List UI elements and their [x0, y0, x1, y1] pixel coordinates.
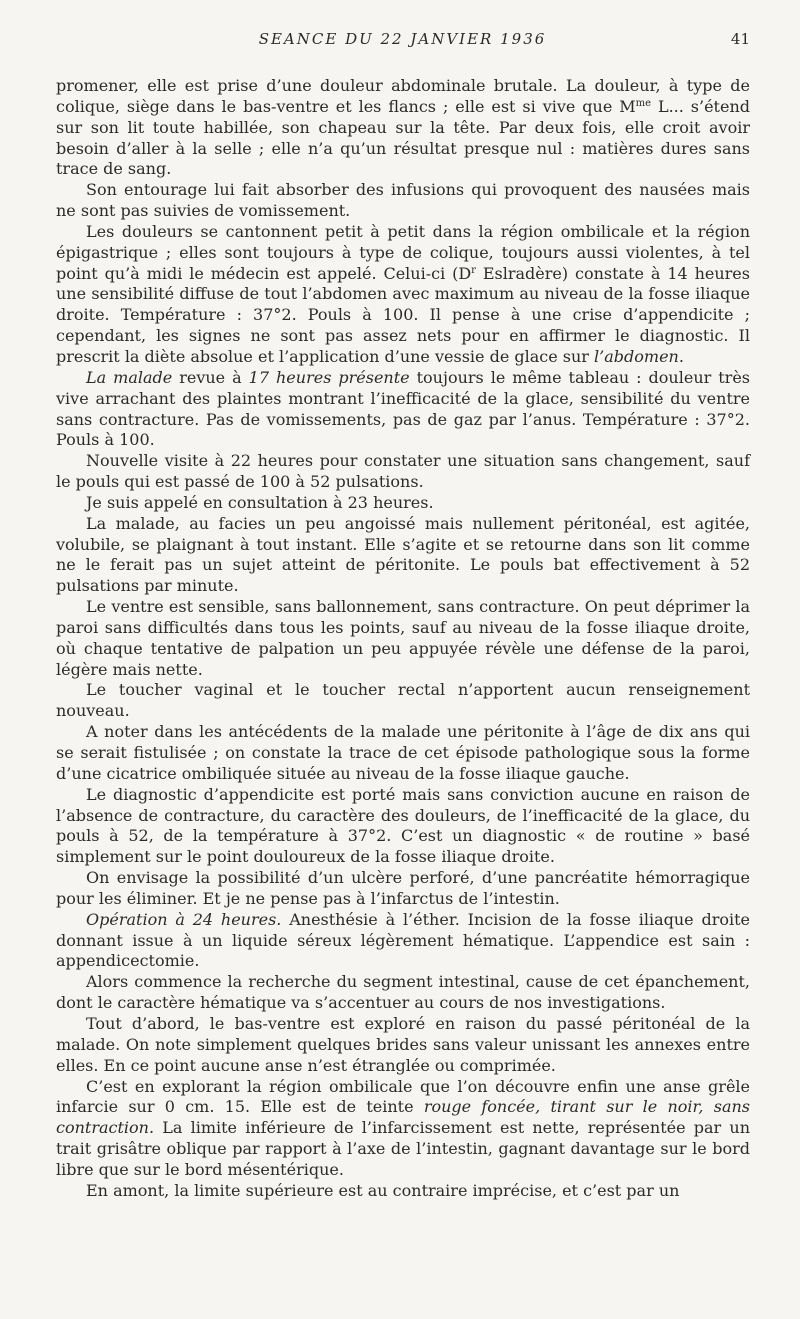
paragraph-7: La malade, au facies un peu angoissé mais nullement péritonéal, est agitée, volubile, se plaignant à tout instant. Elle s’agite et se retourne dans son lit comme ne le ferait pas un sujet atteint de péritonite. Le pouls bat effectivement à 52 pulsations par minute. [56, 513, 750, 596]
body-text [56, 76, 750, 1202]
paragraph-11: Le diagnostic d’appendicite est porté mais sans conviction aucune en raison de l’absence de contracture, du caractère des douleurs, de l’inefficacité de la glace, du pouls à 52, de la température à 37°2. C’est un diagnostic « de routine » basé simplement sur le point douloureux de la fosse iliaque droite. [56, 784, 750, 867]
paragraph-9: Le toucher vaginal et le toucher rectal n’apportent aucun renseignement nouveau. [56, 680, 750, 721]
paragraph-1: promener, elle est prise d’une douleur abdominale brutale. La douleur, à type de colique, siège dans le bas-ventre et les flancs ; elle est si vive que $M^{me}$ L... s’étend sur son lit toute habillée, son chapeau sur la tête. Par deux fois, elle croit avoir besoin d’aller à la selle ; elle n’a qu’un résultat presque nul : matières dures sans trace de sang. [56, 76, 750, 179]
paragraph-14: Alors commence la recherche du segment intestinal, cause de cet épanchement, dont le caractère hématique va s’accentuer au cours de nos investigations. [56, 972, 750, 1013]
paragraph-15: Tout d’abord, le bas-ventre est exploré en raison du passé péritonéal de la malade. On note simplement quelques brides sans valeur unissant les annexes entre elles. En ce point aucune anse n’est étranglée ou comprimée. [56, 1013, 750, 1075]
running-title: SEANCE DU 22 JANVIER 1936 [258, 30, 547, 48]
paragraph-2: Son entourage lui fait absorber des infusions qui provoquent des nausées mais ne sont pas suivies de vomissement. [56, 180, 750, 221]
paragraph-6: Je suis appelé en consultation à 23 heures. [86, 492, 434, 512]
paragraph-3: Les douleurs se cantonnent petit à petit dans la région ombilicale et la région épigastrique ; elles sont toujours à type de colique, toujours aussi violentes, à tel point qu’à midi le médecin est appelé. Celui-ci ($D^r$ Eslradère) constate à 14 heures une sensibilité diffuse de tout l’abdomen avec maximum au niveau de la fosse iliaque droite. Température : 37°2. Pouls à 100. Il pense à une crise d’appendicite ; cependant, les signes ne sont pas assez nets pour en affirmer le diagnostic. Il prescrit la diète absolue et l’application d’une vessie de glace sur l’abdomen. [56, 221, 750, 366]
paragraph-16: C’est en explorant la région ombilicale que l’on découvre enfin une anse grêle infarcie sur 0 cm. 15. Elle est de teinte rouge foncée, tirant sur le noir, sans contraction. La limite inférieure de l’infarcissement est nette, représentée par un trait grisâtre oblique par rapport à l’axe de l’intestin, gagnant davantage sur le bord libre que sur le bord mésentérique. [56, 1076, 751, 1179]
paragraph-17: En amont, la limite supérieure est au contraire imprécise, et c’est par un [86, 1180, 680, 1200]
paragraph-13: Opération à 24 heures. Anesthésie à l’éther. Incision de la fosse iliaque droite donnant issue à un liquide séreux légèrement hématique. L’appendice est sain : appendicectomie. [56, 909, 750, 971]
paragraph-8: Le ventre est sensible, sans ballonnement, sans contracture. On peut déprimer la paroi sans difficultés dans tous les points, sauf au niveau de la fosse iliaque droite, où chaque tentative de palpation un peu appuyée révèle une défense de la paroi, légère mais nette. [56, 597, 750, 679]
paragraph-4: La malade revue à 17 heures présente toujours le même tableau : douleur très vive arrachant des plaintes montrant l’inefficacité de la glace, sensibilité du ventre sans contracture. Pas de vomissements, pas de gaz par l’anus. Température : 37°2. Pouls à 100. [56, 367, 751, 450]
superscript-mme: me [635, 97, 652, 109]
paragraph-10: A noter dans les antécédents de la malade une péritonite à l’âge de dix ans qui se serait fistulisée ; on constate la trace de cet épisode pathologique sous la forme d’une cicatrice ombiliquée située au niveau de la fosse iliaque gauche. [56, 722, 750, 783]
page-header [55, 30, 750, 54]
superscript-dr: r [471, 264, 476, 276]
page-number: 41 [730, 30, 750, 48]
paragraph-12: On envisage la possibilité d’un ulcère perforé, d’une pancréatite hémorragique pour les éliminer. Et je ne pense pas à l’infarctus de l’intestin. [56, 868, 750, 908]
paragraph-5: Nouvelle visite à 22 heures pour constater une situation sans changement, sauf le pouls qui est passé de 100 à 52 pulsations. [56, 451, 750, 492]
